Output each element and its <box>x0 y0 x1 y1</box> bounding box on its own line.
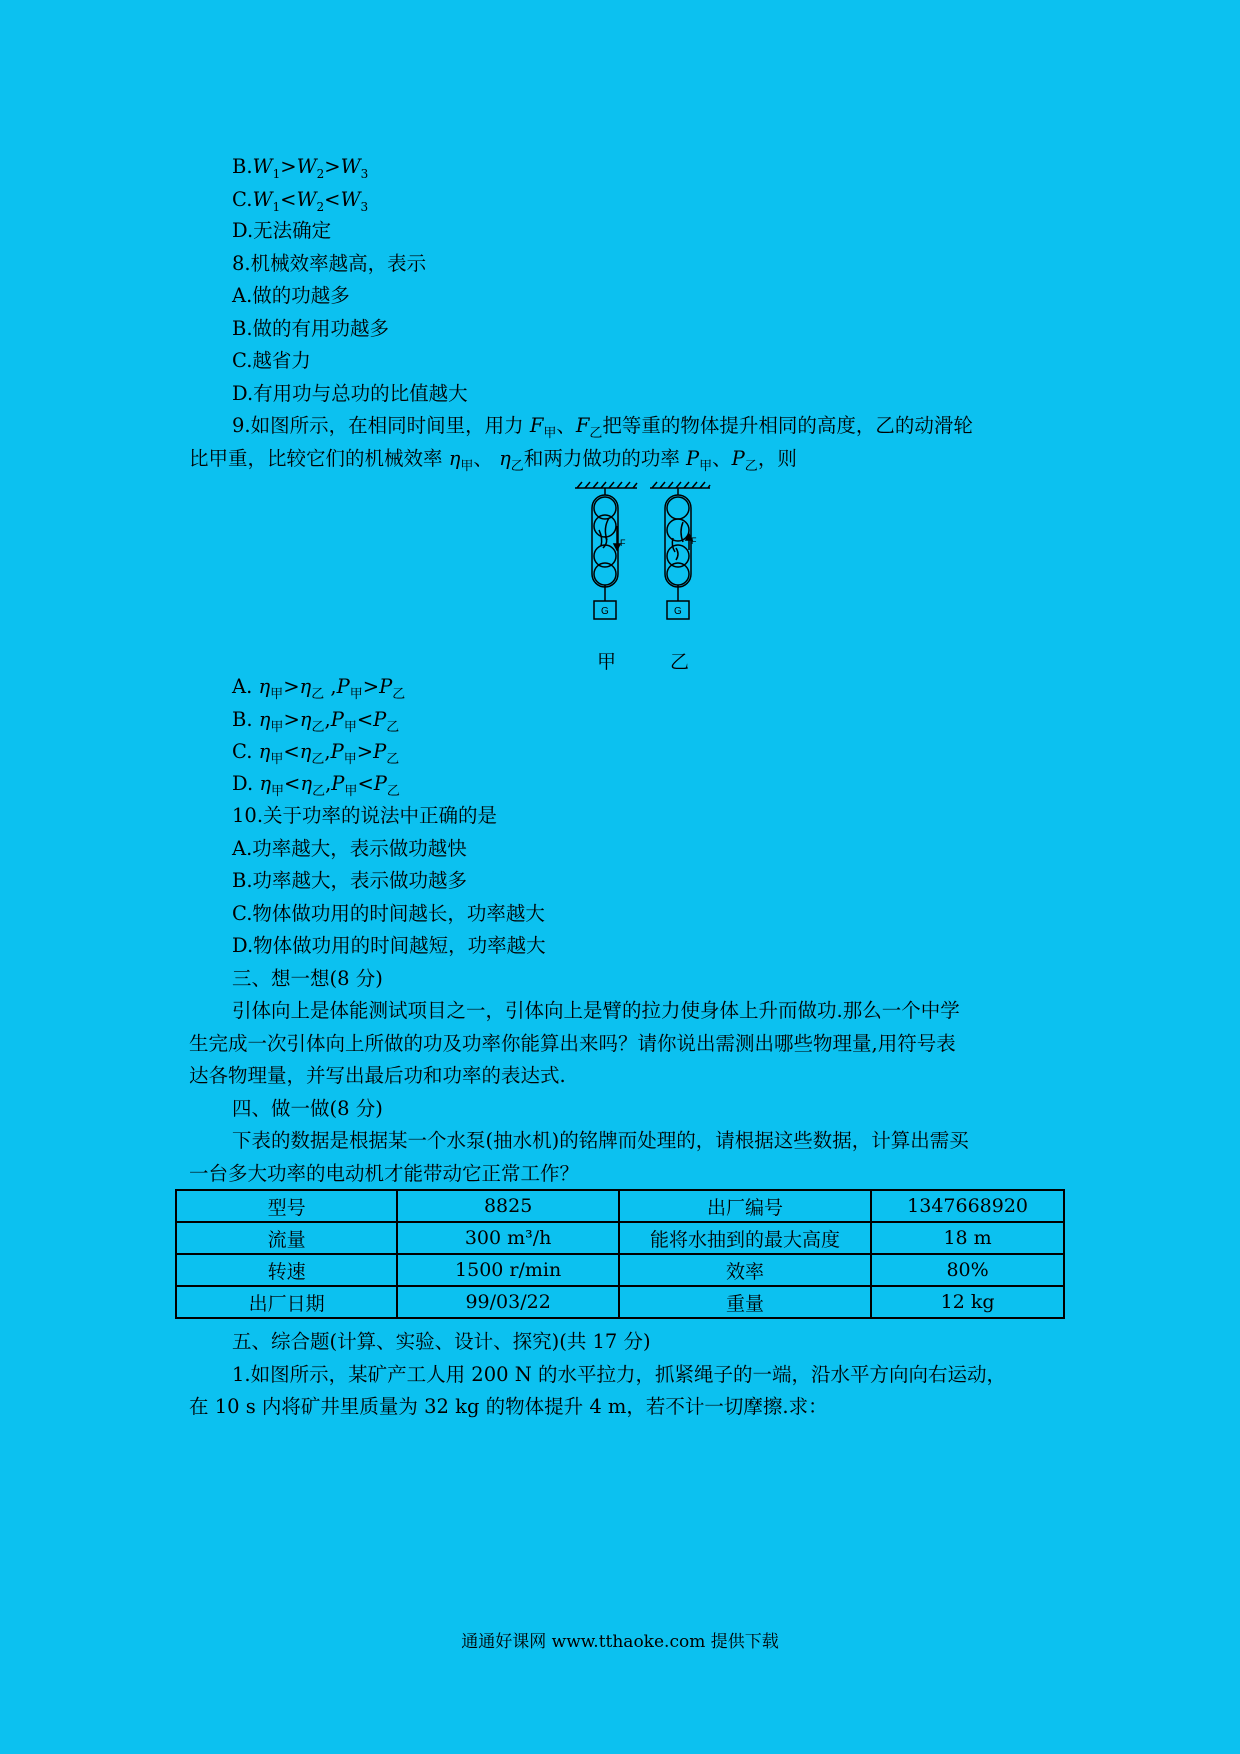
q9-option-a: A. $\eta_甲>\eta_乙$ $,P_甲>P_乙$ <box>232 675 406 702</box>
section4-line1: 下表的数据是根据某一个水泵(抽水机)的铭牌而处理的，请根据这些数据，计算出需买 <box>232 1129 969 1152</box>
q10-stem: 10.关于功率的说法中正确的是 <box>232 804 498 827</box>
q10-option-d: D.物体做功用的时间越短，功率越大 <box>232 934 546 957</box>
q7-option-c: $C.W_1<W_2<W_3$ <box>232 188 369 214</box>
section3-line1: 引体向上是体能测试项目之一，引体向上是臂的拉力使身体上升而做功.那么一个中学 <box>232 999 960 1022</box>
q9-option-b: B. $\eta_甲>\eta_乙,P_甲<P_乙$ <box>232 708 400 735</box>
section5-line2: 在 10 s 内将矿井里质量为 32 kg 的物体提升 4 m，若不计一切摩擦.求： <box>189 1395 828 1418</box>
table-row <box>176 1222 1064 1254</box>
force-label-yi: F <box>691 536 697 546</box>
q10-option-b: B.功率越大，表示做功越多 <box>232 869 468 892</box>
section3-line3: 达各物理量，并写出最后功和功率的表达式. <box>189 1064 566 1087</box>
q9-stem-line1: 9.如图所示，在相同时间里，用力 $F_甲$、$F_乙$把等重的物体提升相同的高度，乙的动滑轮 <box>232 414 973 441</box>
q9-stem-line2: 比甲重，比较它们的机械效率 $\eta_甲$、 $\eta_乙$和两力做功的功率 $P_甲$、$P_乙$，则 <box>189 447 797 474</box>
table-cell: 99/03/22 <box>397 1286 619 1318</box>
section5-heading: 五、综合题(计算、实验、设计、探究)(共 17 分) <box>232 1330 651 1353</box>
table-cell: 重量 <box>619 1286 871 1318</box>
section3-line2: 生完成一次引体向上所做的功及功率你能算出来吗？请你说出需测出哪些物理量,用符号表 <box>189 1032 956 1055</box>
section3-heading: 三、想一想(8 分) <box>232 967 383 990</box>
q8-stem: 8.机械效率越高，表示 <box>232 252 427 275</box>
table-cell: 18 m <box>871 1222 1064 1254</box>
table-cell: 能将水抽到的最大高度 <box>619 1222 871 1254</box>
q8-option-c: C.越省力 <box>232 349 311 372</box>
q8-option-d: D.有用功与总功的比值越大 <box>232 382 468 405</box>
pulley-system-jia <box>592 488 620 619</box>
table-cell: 8825 <box>397 1190 619 1222</box>
table-row <box>176 1286 1064 1318</box>
q8-option-b: B.做的有用功越多 <box>232 317 390 340</box>
table-cell: 1347668920 <box>871 1190 1064 1222</box>
weight-label-yi: G <box>674 606 682 617</box>
figure-label-yi: 乙 <box>670 651 690 673</box>
q9-option-c: C. $\eta_甲<\eta_乙,P_甲>P_乙$ <box>232 740 400 767</box>
weight-label-jia: G <box>601 606 609 617</box>
table-row <box>176 1254 1064 1286</box>
ceiling-yi <box>650 482 710 488</box>
q10-option-c: C.物体做功用的时间越长，功率越大 <box>232 902 545 925</box>
q8-option-a: A.做的功越多 <box>232 284 350 307</box>
table-cell: 出厂编号 <box>619 1190 871 1222</box>
table-cell: 出厂日期 <box>176 1286 397 1318</box>
footer-credit: 通通好课网 www.tthaoke.com 提供下载 <box>461 1632 779 1652</box>
q7-option-d: D.无法确定 <box>232 219 332 242</box>
pump-spec-table <box>175 1189 1065 1319</box>
table-row <box>176 1190 1064 1222</box>
pulley-system-yi <box>665 488 692 619</box>
section4-heading: 四、做一做(8 分) <box>232 1097 383 1120</box>
table-cell: 1500 r/min <box>397 1254 619 1286</box>
table-cell: 效率 <box>619 1254 871 1286</box>
pulley-figure <box>565 478 725 678</box>
q7-option-b: $B.W_1>W_2>W_3$ <box>232 155 369 181</box>
table-cell: 转速 <box>176 1254 397 1286</box>
table-cell: 300 m³/h <box>397 1222 619 1254</box>
section4-line2: 一台多大功率的电动机才能带动它正常工作？ <box>189 1162 580 1185</box>
section5-line1: 1.如图所示，某矿产工人用 200 N 的水平拉力，抓紧绳子的一端，沿水平方向向右运动， <box>232 1363 1006 1386</box>
table-cell: 80% <box>871 1254 1064 1286</box>
table-cell: 12 kg <box>871 1286 1064 1318</box>
q9-option-d: D. $\eta_甲<\eta_乙,P_甲<P_乙$ <box>232 772 400 799</box>
figure-label-jia: 甲 <box>597 651 617 673</box>
table-cell: 流量 <box>176 1222 397 1254</box>
force-label-jia: F <box>620 538 626 548</box>
ceiling-jia <box>575 482 637 488</box>
table-cell: 型号 <box>176 1190 397 1222</box>
q10-option-a: A.功率越大，表示做功越快 <box>232 837 467 860</box>
